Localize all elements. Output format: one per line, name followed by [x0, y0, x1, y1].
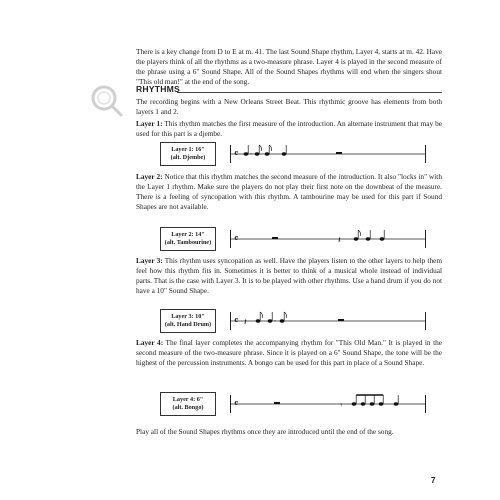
heading-rule: [177, 92, 442, 93]
svg-text:𝄴: 𝄴: [234, 149, 239, 160]
layer-2-staff: [230, 227, 426, 251]
layer-2-text: Notice that this rhythm matches the second measure of the introduction. It also "locks in" with the Layer 1 rhythm. Make sure the players do not play their first note on the downbeat of the measure. There is a feeling of syncopation with this rhythm. A tambourine may be used for this part if Sound Shapes are not available.: [136, 172, 442, 211]
rhythms-section-header: [136, 84, 442, 95]
svg-text:𝄴: 𝄴: [234, 316, 239, 327]
svg-text:𝄴: 𝄴: [234, 234, 239, 245]
layer-3-name: Layer 3:: [136, 256, 163, 265]
page-number: 7: [431, 476, 436, 485]
svg-text:𝄽: 𝄽: [244, 318, 247, 328]
section-title: RHYTHMS: [136, 84, 180, 94]
svg-text:𝄾: 𝄾: [340, 401, 343, 411]
layer-3-staff: [230, 309, 426, 333]
layer-1-staff: [230, 142, 426, 166]
layer-1-text: This rhythm matches the first measure of the introduction. An alternate instrument that may be used for this part is a djembe.: [136, 119, 443, 138]
layer-4-staff: [230, 392, 426, 416]
layer-3-paragraph: [136, 256, 442, 296]
svg-text:𝄽: 𝄽: [338, 236, 341, 246]
layer-1-name: Layer 1:: [136, 119, 163, 128]
layer-3-rhythm: [160, 309, 426, 335]
svg-text:·: ·: [274, 317, 277, 325]
layer-3-text: This rhythm uses syncopation as well. Have the players listen to the other layers to help them feel how this rhythm fits in. Sometimes it is better to think of a musical whole instead of individual parts. That is the case with Layer 3. It is to be played with other rhythms. Use a hand drum if you do not have a 10" Sound Shape.: [136, 256, 443, 295]
layer-4-name: Layer 4:: [136, 338, 164, 347]
layer-1-label-size: Layer 1: 16": [171, 146, 205, 153]
svg-text:·: ·: [250, 150, 253, 158]
layer-1-paragraph: [136, 119, 442, 139]
layer-2-rhythm: [160, 227, 426, 253]
layer-4-label-alt: (alt. Bongo): [172, 404, 204, 411]
layer-3-label-alt: (alt. Hand Drum): [164, 321, 212, 328]
layer-1-rhythm: [160, 142, 426, 168]
layer-2-label: [160, 227, 216, 251]
layer-2-label-size: Layer 2: 14": [171, 231, 205, 238]
layer-2-label-alt: (alt. Tambourine): [164, 239, 212, 246]
layer-1-label-alt: (alt. Djembe): [170, 154, 206, 161]
layer-2-name: Layer 2:: [136, 172, 163, 181]
svg-text:𝄴: 𝄴: [234, 399, 239, 410]
layer-1-label: [160, 142, 216, 166]
layer-4-paragraph: [136, 338, 442, 368]
layer-4-rhythm: [160, 392, 426, 418]
layer-4-text: The final layer completes the accompanying rhythm for "This Old Man." It is played in the second measure of the two-measure phrase. Since it is played on a 6" Sound Shape, the tone will be the highest of the percussion instruments. A bongo can be used for this part in place of a Sound Shape.: [136, 338, 442, 367]
magnifier-decoration-icon: [86, 78, 136, 122]
layer-4-label: [160, 392, 216, 416]
layer-3-label-size: Layer 3: 10": [171, 313, 205, 320]
closing-paragraph: Play all of the Sound Shapes rhythms once they are introduced until the end of the song.: [136, 427, 394, 436]
layer-4-label-size: Layer 4: 6": [172, 396, 204, 403]
layer-3-label: [160, 309, 216, 333]
section-lead: The recording begins with a New Orleans Street Beat. This rhythmic groove has elements from both layers 1 and 2.: [136, 97, 442, 116]
layer-2-paragraph: [136, 172, 442, 212]
intro-paragraph: There is a key change from D to E at m. 41. The last Sound Shape rhythm, Layer 4, starts at m. 42. Have the players think of all the rhythms as a two-measure phrase. Layer 4 is played in the second measure of the phrase using a 6" Sound Shape. All of the Sound Shapes rhythms will end when the singers shout "This old man!" at the end of the song.: [136, 47, 442, 86]
